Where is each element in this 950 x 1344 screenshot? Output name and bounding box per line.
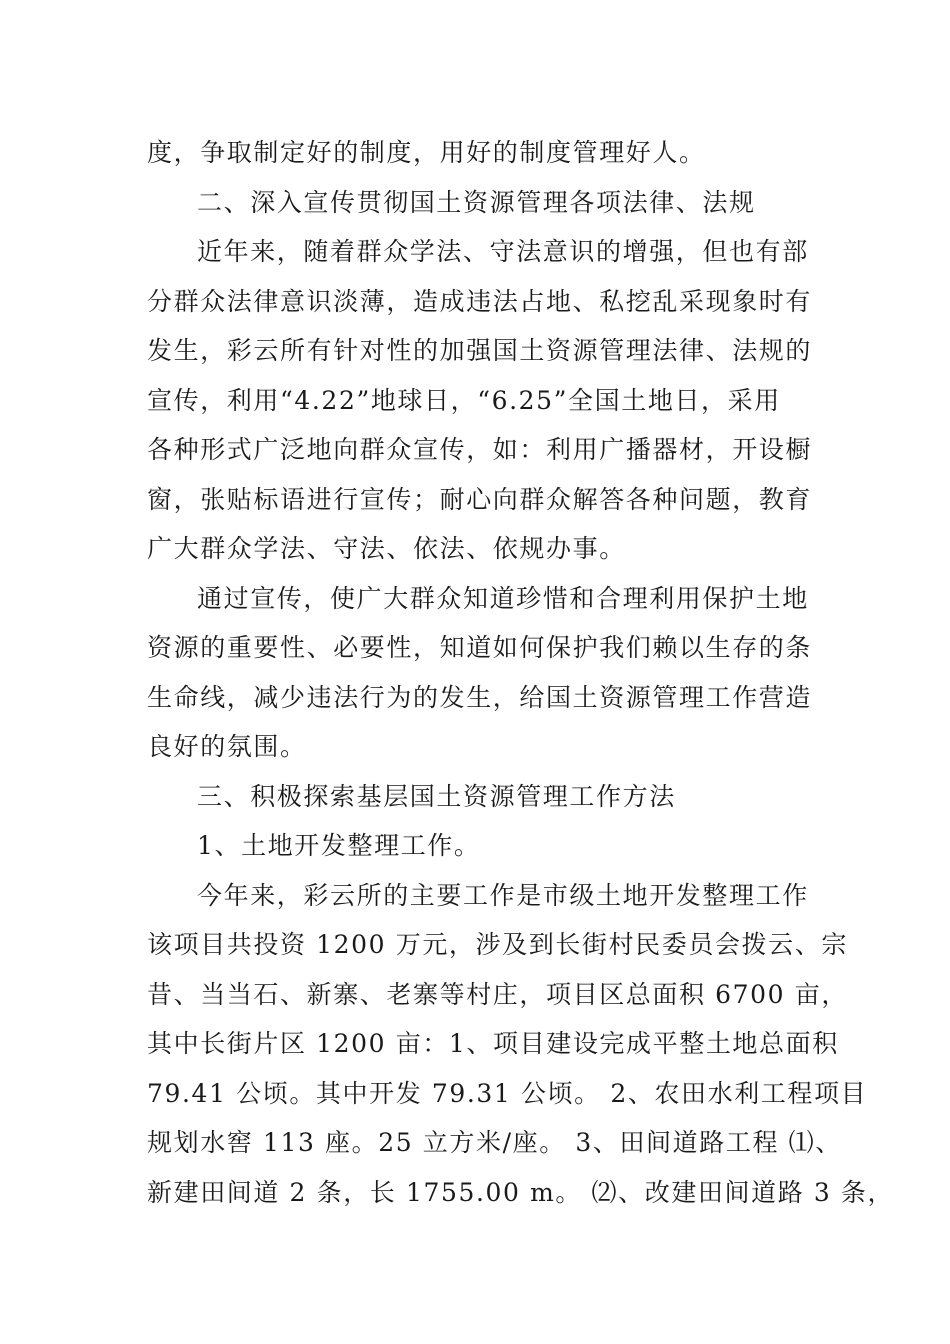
text-line: 生命线，减少违法行为的发生，给国土资源管理工作营造 (147, 682, 813, 712)
text-line: 宣传，利用“4.22”地球日，“6.25”全国土地日，采用 (147, 385, 781, 415)
text-line: 资源的重要性、必要性，知道如何保护我们赖以生存的条 (147, 633, 813, 662)
text-line: 今年来，彩云所的主要工作是市级土地开发整理工作 (197, 880, 809, 910)
text-line: 度，争取制定好的制度，用好的制度管理好人。 (147, 138, 706, 167)
document-body (147, 128, 895, 1217)
text-line: 新建田间道 2 条，长 1755.00 m。 ⑵、改建田间道路 3 条， (147, 1177, 895, 1207)
text-line: 近年来，随着群众学法、守法意识的增强，但也有部 (197, 237, 809, 266)
text-line: 窗，张贴标语进行宣传；耐心向群众解答各种问题，教育 (147, 484, 813, 514)
text-line: 规划水窖 113 座。25 立方米/座。 3、田间道路工程 ⑴、 (147, 1128, 842, 1157)
text-line: 发生，彩云所有针对性的加强国土资源管理法律、法规的 (147, 336, 813, 365)
subsection-heading: 1、土地开发整理工作。 (197, 831, 481, 860)
text-line: 其中长街片区 1200 亩：1、项目建设完成平整土地总面积 (147, 1029, 839, 1058)
text-line: 广大群众学法、守法、依法、依规办事。 (147, 534, 626, 563)
section-heading: 二、深入宣传贯彻国土资源管理各项法律、法规 (197, 187, 756, 217)
text-line: 分群众法律意识淡薄，造成违法占地、私挖乱采现象时有 (147, 286, 813, 316)
text-line: 通过宣传，使广大群众知道珍惜和合理利用保护土地 (197, 583, 809, 613)
text-line: 79.41 公顷。其中开发 79.31 公顷。 2、农田水利工程项目 (147, 1078, 868, 1108)
text-line: 昔、当当石、新寨、老寨等村庄，项目区总面积 6700 亩， (147, 979, 848, 1009)
section-heading: 三、积极探索基层国土资源管理工作方法 (197, 781, 676, 811)
text-line: 各种形式广泛地向群众宣传，如：利用广播器材，开设橱 (147, 435, 813, 464)
text-line: 良好的氛围。 (147, 732, 307, 761)
text-line: 该项目共投资 1200 万元，涉及到长街村民委员会拨云、宗 (147, 930, 848, 959)
